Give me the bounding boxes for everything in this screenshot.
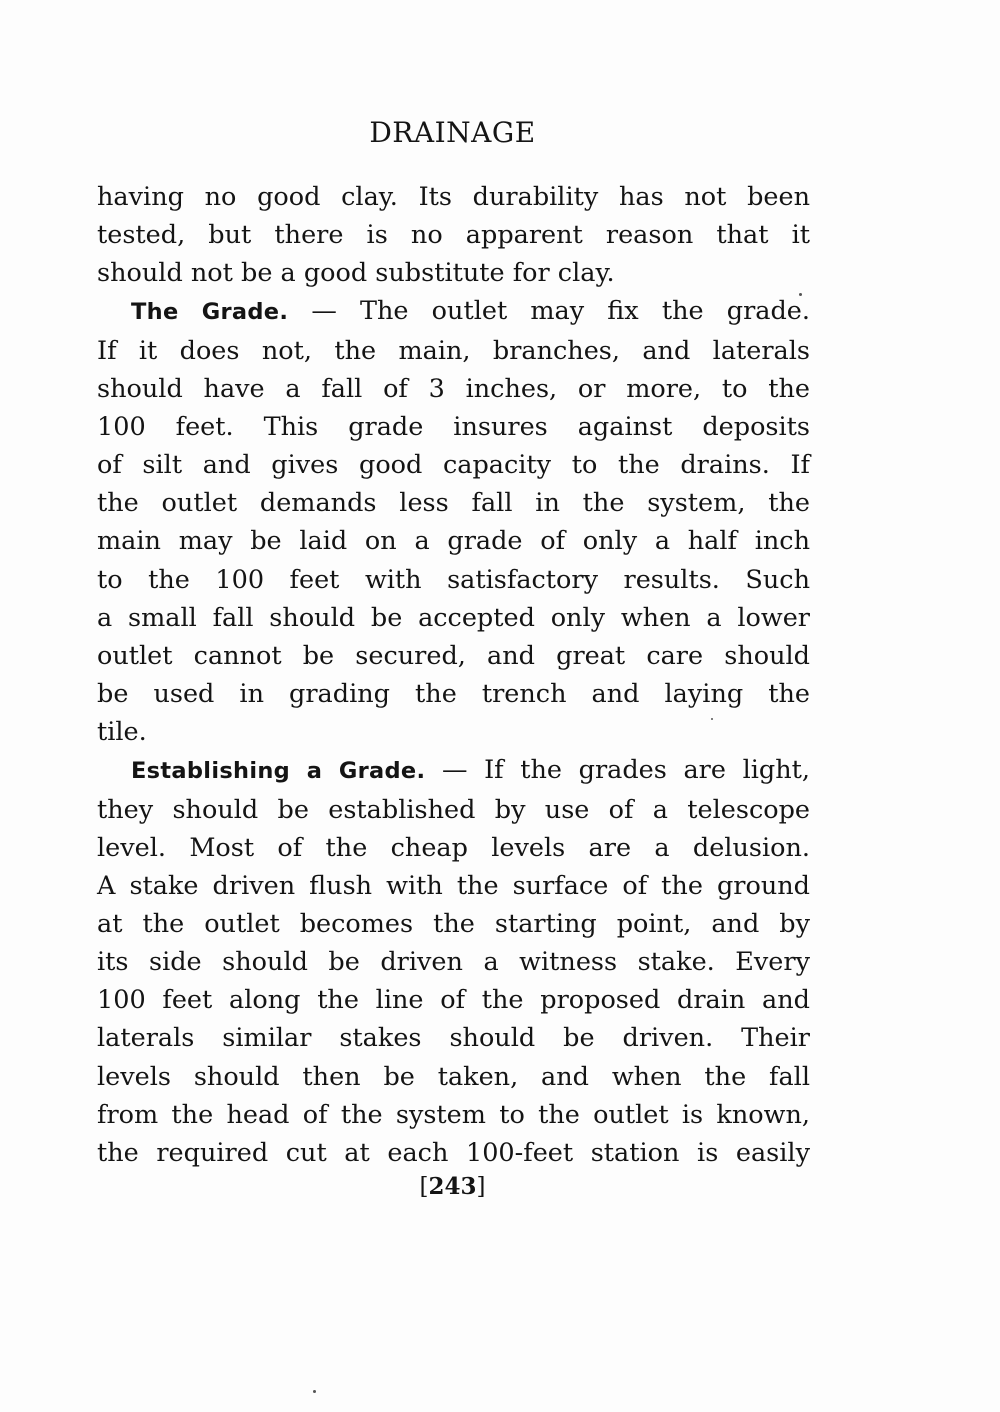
text-line: 100 feet. This grade insures against deposits	[97, 411, 810, 442]
folio-close-bracket: ]	[476, 1174, 486, 1200]
text-line-start: The outlet may fix the grade.	[360, 296, 810, 327]
paragraph-establishing-a-grade	[97, 751, 810, 1172]
text-line: at the outlet becomes the starting point, and by	[97, 908, 810, 939]
heading-dash: —	[288, 296, 360, 327]
scan-speck	[313, 1390, 316, 1393]
text-line: If it does not, the main, branches, and laterals	[97, 335, 810, 366]
text-line: laterals similar stakes should be driven. Their	[97, 1023, 810, 1054]
text-line: should have a fall of 3 inches, or more, to the	[97, 373, 810, 404]
text-line: to the 100 feet with satisfactory results. Such	[97, 564, 810, 595]
text-line: level. Most of the cheap levels are a delusion.	[97, 832, 810, 863]
text-line: they should be established by use of a telescope	[97, 794, 810, 825]
text-line: a small fall should be accepted only when a lower	[97, 602, 810, 633]
paragraph-the-grade	[97, 292, 810, 751]
text-line: be used in grading the trench and laying the	[97, 679, 810, 710]
body-text	[97, 178, 810, 1172]
text-line	[97, 751, 810, 790]
text-line-start: If the grades are light,	[484, 755, 811, 786]
section-heading-the-grade: The Grade.	[131, 299, 289, 326]
text-line: tile.	[97, 717, 147, 748]
scan-speck	[799, 293, 802, 296]
text-line: tested, but there is no apparent reason that it	[97, 220, 810, 251]
folio-number: 243	[428, 1173, 477, 1200]
text-line	[97, 292, 810, 331]
text-line: the outlet demands less fall in the system, the	[97, 488, 810, 519]
section-heading-establishing-a-grade: Establishing a Grade.	[131, 758, 426, 785]
text-line: having no good clay. Its durability has not been	[97, 182, 810, 212]
text-line: outlet cannot be secured, and great care should	[97, 640, 810, 671]
heading-dash: —	[425, 755, 485, 786]
text-line: its side should be driven a witness stake. Every	[97, 947, 810, 978]
text-line: 100 feet along the line of the proposed drain and	[97, 985, 810, 1016]
scan-speck	[711, 718, 713, 720]
page-number	[0, 1173, 905, 1200]
running-head: DRAINAGE	[369, 116, 536, 149]
text-line: from the head of the system to the outlet is known,	[97, 1099, 810, 1130]
paragraph-continuation	[97, 178, 810, 292]
text-line: levels should then be taken, and when the fall	[97, 1061, 810, 1092]
text-line: should not be a good substitute for clay.	[97, 258, 615, 289]
text-line: the required cut at each 100-feet station is easily	[97, 1137, 810, 1168]
text-line: of silt and gives good capacity to the drains. If	[97, 450, 810, 481]
folio-open-bracket: [	[419, 1174, 429, 1200]
text-line: A stake driven flush with the surface of the ground	[97, 870, 810, 901]
text-line: main may be laid on a grade of only a half inch	[97, 526, 810, 557]
